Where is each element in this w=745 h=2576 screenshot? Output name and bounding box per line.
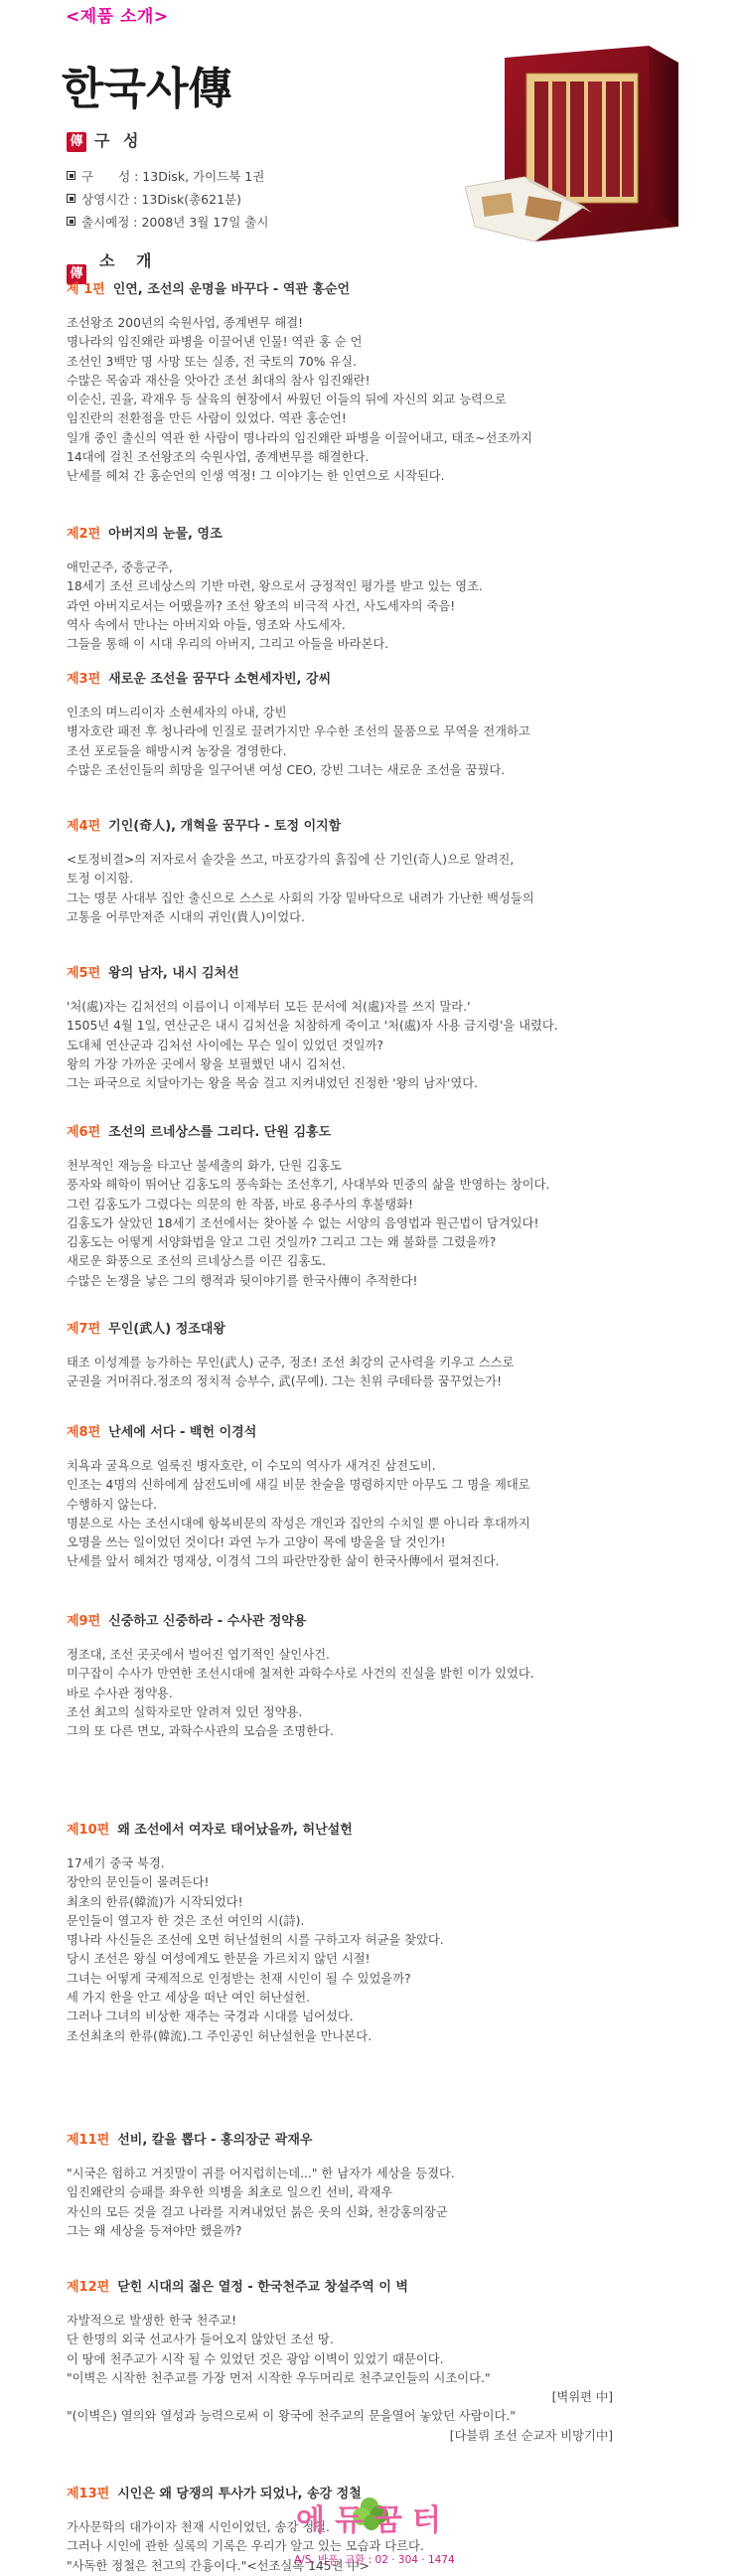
episode-title [67, 670, 722, 690]
episode-number: 제10편 [67, 1823, 110, 1838]
episode-title-text: 닫힌 시대의 젊은 열정 - 한국천주교 창설주역 이 벽 [117, 2280, 408, 2295]
description-line: 임진왜란의 승패를 좌우한 의병을 최초로 일으킨 선비, 곽재우 [67, 2185, 393, 2200]
episode-block [67, 817, 722, 927]
description-line: 역사 속에서 만나는 아버지와 아들, 영조와 사도세자. [67, 617, 346, 632]
description-line: 수행하지 않는다. [67, 1497, 157, 1512]
intro-title-text: 소 개 [99, 251, 160, 270]
description-line: 그는 왜 세상을 등져야만 했을까? [67, 2223, 242, 2238]
episode-block [67, 1123, 722, 1291]
episode-number: 제11편 [67, 2133, 110, 2148]
episode-description [67, 2312, 722, 2446]
episode-number: 제8편 [67, 1425, 101, 1440]
description-line: 조선 포로들을 해방시켜 농장을 경영한다. [67, 743, 287, 758]
episode-number: 제6편 [67, 1125, 101, 1140]
intro-title [67, 248, 160, 281]
episode-title-text: 무인(武人) 정조대왕 [108, 1322, 225, 1337]
footer-brand-text: 에듀꿈터 [296, 2503, 451, 2538]
description-line: 천부적인 재능을 타고난 불세출의 화가, 단원 김홍도 [67, 1159, 342, 1173]
description-line: '처(處)자는 김처선의 이름이니 이제부터 모든 문서에 처(處)자를 쓰지 말라.' [67, 1000, 471, 1014]
description-line: 조선인 3백만 명 사망 또는 실종, 전 국토의 70% 유실. [67, 354, 357, 369]
description-line: 임진란의 전환점을 만든 사람이 있었다. 역관 홍순언! [67, 411, 347, 426]
episode-description [67, 314, 722, 487]
episode-title-text: 조선의 르네상스를 그리다. 단원 김홍도 [108, 1125, 332, 1140]
episode-description [67, 1457, 722, 1572]
episode-number: 제3편 [67, 672, 101, 687]
description-line: 난세를 헤쳐 간 홍순언의 인생 역정! 그 이야기는 한 인연으로 시작된다. [67, 469, 445, 484]
square-bullet-icon [67, 171, 75, 180]
episode-title [67, 1612, 722, 1632]
description-line: "(이벽은) 열의와 열성과 능력으로써 이 왕국에 천주교의 문을열어 놓았던 사람이다." [67, 2409, 516, 2424]
description-line: 정조대, 조선 곳곳에서 벌어진 엽기적인 살인사건. [67, 1648, 330, 1662]
description-line: 미구잡이 수사가 만연한 조선시대에 철저한 과학수사로 사건의 진실을 밝힌 이가 있었다. [67, 1667, 534, 1682]
episode-number: 제9편 [67, 1614, 101, 1629]
episode-title [67, 1123, 722, 1143]
description-line: 조선 최고의 실학자로만 알려져 있던 정약용. [67, 1704, 303, 1719]
description-line: 새로운 화풍으로 조선의 르네상스를 이끈 김홍도. [67, 1254, 327, 1269]
description-line: 바로 수사관 정약용. [67, 1686, 173, 1700]
episode-description [67, 2165, 722, 2241]
episode-title-text: 새로운 조선을 꿈꾸다 소현세자빈, 강씨 [108, 672, 332, 687]
description-line: 조선왕조 200년의 숙원사업, 종계변무 해결! [67, 316, 304, 330]
description-line: 과연 아버지로서는 어땠을까? 조선 왕조의 비극적 사건, 사도세자의 죽음! [67, 598, 456, 613]
description-line: 왕의 가장 가까운 곳에서 왕을 보필했던 내시 김처선. [67, 1056, 346, 1071]
episode-number: 제4편 [67, 819, 101, 834]
description-line: "이벽은 시작한 천주교를 가장 먼저 시작한 우두머리로 천주교인들의 시조이다." [67, 2370, 491, 2385]
description-line: 치욕과 굴욕으로 얼룩진 병자호란, 이 수모의 역사가 새겨진 삼전도비. [67, 1459, 436, 1473]
description-line: 그런 김홍도가 그렸다는 의문의 한 작품, 바로 용주사의 후불탱화! [67, 1197, 413, 1211]
description-line: 18세기 조선 르네상스의 기반 마련, 왕으로서 긍정적인 평가를 받고 있는 영조. [67, 579, 483, 594]
episode-title-text: 신중하고 신중하라 - 수사관 정약용 [108, 1614, 307, 1629]
description-line: 그들을 통해 이 시대 우리의 아버지, 그리고 아들을 바라본다. [67, 637, 389, 652]
description-line: 군권을 거머쥐다.정조의 정치적 승부수, 武(무예). 그는 친위 쿠데타를 꿈꾸었는가! [67, 1374, 503, 1389]
description-line: 14대에 걸친 조선왕조의 숙원사업, 종계변무를 해결한다. [67, 450, 370, 465]
description-line: 17세기 중국 북경. [67, 1856, 165, 1870]
episode-title-text: 아버지의 눈물, 영조 [108, 527, 223, 542]
description-line: 토정 이지함. [67, 872, 134, 886]
description-line: 1505년 4월 1일, 연산군은 내시 김처선을 처참하게 죽이고 '처(處)자 사용 금지령'을 내렸다. [67, 1019, 558, 1034]
episode-title [67, 964, 722, 984]
episode-title-text: 왜 조선에서 여자로 태어났을까, 허난설헌 [117, 1823, 353, 1838]
description-line: 도대체 연산군과 김처선 사이에는 무슨 일이 있었던 것일까? [67, 1038, 383, 1052]
episode-description [67, 1646, 722, 1741]
episode-title [67, 280, 722, 300]
episode-title-text: 난세에 서다 - 백헌 이경석 [108, 1425, 257, 1440]
square-bullet-icon [67, 217, 75, 226]
episode-number: 제13편 [67, 2487, 110, 2501]
episode-title [67, 525, 722, 545]
description-line: "시국은 험하고 거짓말이 귀를 어지럽히는데..." 한 남자가 세상을 등졌다. [67, 2167, 455, 2180]
info-row: 출시예정 : 2008년 3월 17일 출시 [67, 211, 268, 234]
description-line: 자발적으로 발생한 한국 천주교! [67, 2314, 237, 2328]
composition-title [67, 128, 142, 152]
episode-block [67, 2278, 722, 2446]
section-mark-icon: 傳 [67, 264, 86, 284]
episode-block [67, 964, 722, 1093]
description-line: 김홍도는 어떻게 서양화법을 알고 그린 것일까? 그리고 그는 왜 불화를 그렸을까? [67, 1235, 497, 1250]
episode-block [67, 1320, 722, 1392]
description-line: "사독한 정철은 천고의 간흉이다."<선조실록 145권 中> [67, 2558, 370, 2573]
description-line: 인조는 4명의 신하에게 삼전도비에 새길 비문 찬술을 명령하지만 아무도 그 명을 제대로 [67, 1478, 530, 1493]
description-line: 풍자와 해학이 뛰어난 김홍도의 풍속화는 조선후기, 사대부와 민중의 삶을 반영하는 창이다. [67, 1178, 550, 1193]
section-mark-icon: 傳 [67, 132, 86, 152]
episode-title-text: 기인(奇人), 개혁을 꿈꾸다 - 토정 이지함 [108, 819, 342, 834]
description-line: 단 한명의 외국 선교사가 들어오지 않았던 조선 땅. [67, 2333, 334, 2347]
description-line: 이순신, 권율, 곽재우 등 살육의 현장에서 싸웠던 이들의 뒤에 자신의 외교 능력으로 [67, 393, 507, 407]
episode-title-text: 시인은 왜 당쟁의 투사가 되었나, 송강 정철 [117, 2487, 362, 2501]
episode-number: 제12편 [67, 2280, 110, 2295]
description-line: 세 가지 한을 안고 세상을 떠난 여인 허난설헌. [67, 1991, 311, 2006]
description-line: 이 땅에 천주교가 시작 될 수 있었던 것은 광암 이벽이 있었기 때문이다. [67, 2351, 444, 2366]
info-row: 상영시간 : 13Disk(총621분) [67, 188, 268, 211]
description-line: 그러나 그녀의 비상한 재주는 국경과 시대를 넘어섰다. [67, 2010, 354, 2024]
description-line: [벽위편 中] [551, 2390, 613, 2405]
description-line: 인조의 며느리이자 소현세자의 아내, 강빈 [67, 706, 287, 720]
episode-number: 제5편 [67, 966, 101, 981]
episode-title [67, 817, 722, 837]
description-line: 당시 조선은 왕실 여성에게도 한문을 가르치지 않던 시절! [67, 1952, 371, 1967]
episode-description [67, 1157, 722, 1291]
description-line: 병자호란 패전 후 청나라에 인질로 끌려가지만 우수한 조선의 물품으로 무역을 전개하고 [67, 724, 530, 739]
description-line: 수많은 조선인들의 희망을 일구어낸 여성 CEO, 강빈 그녀는 새로운 조선을 꿈꿨다. [67, 762, 506, 777]
composition-title-text: 구 성 [94, 131, 143, 150]
episode-title-text: 왕의 남자, 내시 김처선 [108, 966, 239, 981]
description-line: 수많은 목숨과 재산을 앗아간 조선 최대의 참사 임진왜란! [67, 373, 371, 388]
description-line: 난세를 앞서 헤쳐간 명재상, 이경석 그의 파란만장한 삶이 한국사傳에서 펼쳐진다. [67, 1554, 500, 1569]
composition-info [67, 165, 268, 234]
description-line: 김홍도가 살았던 18세기 조선에서는 찾아볼 수 없는 서양의 음영법과 원근법이 담겨있다! [67, 1215, 539, 1230]
description-line: 일개 중인 출신의 역관 한 사람이 명나라의 임진왜란 파병을 이끌어내고, 태조~선조까지 [67, 430, 533, 445]
episode-block [67, 1612, 722, 1741]
category-header: <제품 소개> [66, 7, 169, 27]
description-line: 조선최초의 한류(韓流).그 주인공인 허난설헌을 만나본다. [67, 2028, 372, 2043]
episode-title [67, 1320, 722, 1340]
description-line: 그의 또 다른 면모, 과학수사관의 모습을 조명한다. [67, 1724, 334, 1739]
episode-number: 제2편 [67, 527, 101, 542]
episode-title-text: 인연, 조선의 운명을 바꾸다 - 역관 홍순언 [112, 282, 351, 297]
description-line: 고통을 어루만져준 시대의 귀인(貴人)이었다. [67, 909, 305, 924]
description-line: 그녀는 어떻게 국제적으로 인정받는 천재 시인이 될 수 있었을까? [67, 1971, 411, 1986]
description-line: 가사문학의 대가이자 천재 시인이었던, 송강 정철. [67, 2520, 330, 2534]
description-line: 명나라의 임진왜란 파병을 이끌어낸 인물! 역관 홍 순 언 [67, 335, 363, 350]
episode-block [67, 525, 722, 654]
description-line: 그러나 시인에 관한 실록의 기록은 우리가 알고 있는 모습과 다르다. [67, 2539, 424, 2554]
description-line: 최초의 한류(韓流)가 시작되었다! [67, 1894, 243, 1909]
description-line: 애민군주, 중흥군주, [67, 561, 173, 574]
episode-description [67, 559, 722, 654]
square-bullet-icon [67, 194, 75, 203]
episode-number: 제 1편 [67, 282, 105, 297]
episode-title [67, 2131, 722, 2151]
description-line: 명분으로 사는 조선시대에 항복비문의 작성은 개인과 집안의 수치일 뿐 아니라 후대까지 [67, 1516, 530, 1530]
episode-title [67, 1423, 722, 1443]
description-line: 수많은 논쟁을 낳은 그의 행적과 뒷이야기를 한국사傳이 추적한다! [67, 1273, 418, 1288]
episode-block [67, 670, 722, 780]
product-box-image [465, 38, 691, 266]
description-line: <토정비결>의 저자로서 솥갓을 쓰고, 마포강가의 흙집에 산 기인(奇人)으로 알려진, [67, 853, 515, 867]
episode-number: 제7편 [67, 1322, 101, 1337]
episode-title [67, 1821, 722, 1841]
episode-description [67, 704, 722, 780]
logo-text: 한국사傳 [62, 64, 232, 114]
description-line: [다블뤼 조선 순교자 비망기中] [449, 2428, 613, 2443]
description-line: 그는 파국으로 치달아가는 왕을 목숨 걸고 지켜내었던 진정한 '왕의 남자'였다. [67, 1076, 479, 1091]
episode-description [67, 998, 722, 1093]
description-line: 문인들이 열고자 한 것은 조선 여인의 시(詩). [67, 1913, 305, 1928]
edu-kkumteo-logo [288, 2485, 457, 2544]
episode-block [67, 1423, 722, 1572]
hankuksa-logo [62, 52, 240, 121]
description-line: 명나라 사신들은 조선에 오면 허난설헌의 시를 구하고자 허균을 찾았다. [67, 1933, 444, 1948]
as-contact: A/S, 반품, 교환 : 02 · 304 · 1474 [294, 2554, 455, 2566]
description-line: 태조 이성계를 능가하는 무인(武人) 군주, 정조! 조선 최강의 군사력을 키우고 스스로 [67, 1356, 515, 1369]
episode-description [67, 1854, 722, 2046]
description-line: 그는 명문 사대부 집안 출신으로 스스로 사회의 가장 밑바닥으로 내려가 가난한 백성들의 [67, 890, 534, 905]
episode-description [67, 851, 722, 927]
episode-block [67, 280, 722, 487]
episode-block [67, 1821, 722, 2046]
episode-title-text: 선비, 칼을 뽑다 - 홍의장군 곽재우 [117, 2133, 313, 2148]
description-line: 자신의 모든 것을 걸고 나라를 지켜내었던 붉은 옷의 신화, 천강홍의장군 [67, 2204, 448, 2219]
description-line: 장안의 문인들이 몰려든다! [67, 1875, 210, 1890]
episode-title [67, 2278, 722, 2298]
description-line: 오명을 쓰는 일이었던 것이다! 과연 누가 고양이 목에 방울을 달 것인가! [67, 1535, 446, 1550]
episode-description [67, 1354, 722, 1392]
episode-block [67, 2131, 722, 2241]
info-row: 구 성 : 13Disk, 가이드북 1권 [67, 165, 268, 188]
